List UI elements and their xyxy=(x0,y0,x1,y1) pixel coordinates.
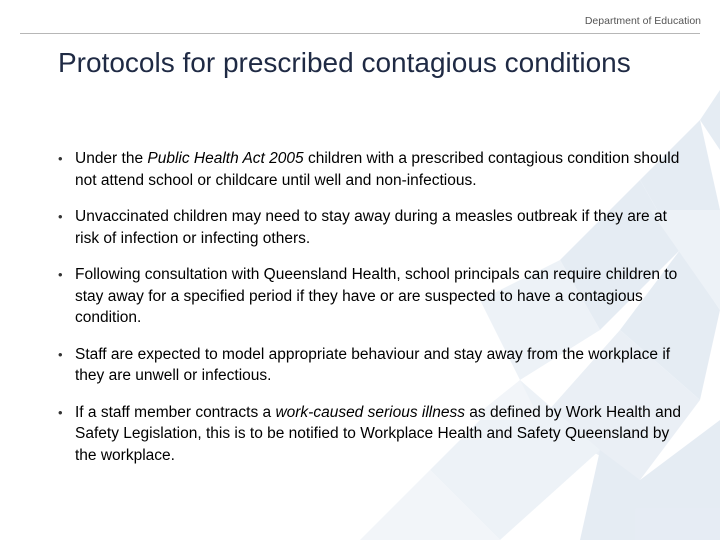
bullet-item xyxy=(58,264,688,329)
bullet-text-part: Following consultation with Queensland Health, school principals can require children to stay away for a specified period if they have or are suspected to have a contagious condition. xyxy=(75,266,678,326)
bullet-text xyxy=(75,346,670,385)
bullet-text-part: Staff are expected to model appropriate behaviour and stay away from the workplace if they are unwell or infectious. xyxy=(75,345,671,384)
bullet-item xyxy=(58,206,688,249)
bullet-icon: • xyxy=(58,267,63,282)
bullet-text-part: Under the xyxy=(75,150,148,167)
bullet-text-italic: work-caused serious illness xyxy=(275,403,465,421)
slide-title: Protocols for prescribed contagious conditions xyxy=(58,47,631,78)
bullet-text-part: children with a prescribed contagious condition should not attend school or childcare until well and non-infectious. xyxy=(75,150,680,189)
bullet-text xyxy=(75,150,679,189)
bullet-text-italic: Public Health Act 2005 xyxy=(147,150,304,167)
bullet-item xyxy=(58,344,688,387)
department-label: Department of Education xyxy=(584,15,701,27)
bullet-icon: • xyxy=(58,209,63,224)
bullet-item xyxy=(58,402,688,467)
bullet-icon: • xyxy=(58,151,63,166)
bullet-text xyxy=(75,404,681,464)
bullet-list xyxy=(58,148,688,481)
bullet-text xyxy=(75,208,667,247)
bullet-text xyxy=(75,266,677,326)
bullet-text-part: as defined by Work Health and Safety Legislation, this is to be notified to Workplace Health and Safety Queensland by the workplace. xyxy=(75,403,681,464)
bullet-item xyxy=(58,148,688,191)
bullet-icon: • xyxy=(58,346,63,362)
header-divider xyxy=(20,33,700,34)
bullet-text-part: Unvaccinated children may need to stay away during a measles outbreak if they are at risk of infection or infecting others. xyxy=(75,208,667,247)
bullet-icon: • xyxy=(58,404,63,420)
bullet-text-part: If a staff member contracts a xyxy=(75,403,276,421)
